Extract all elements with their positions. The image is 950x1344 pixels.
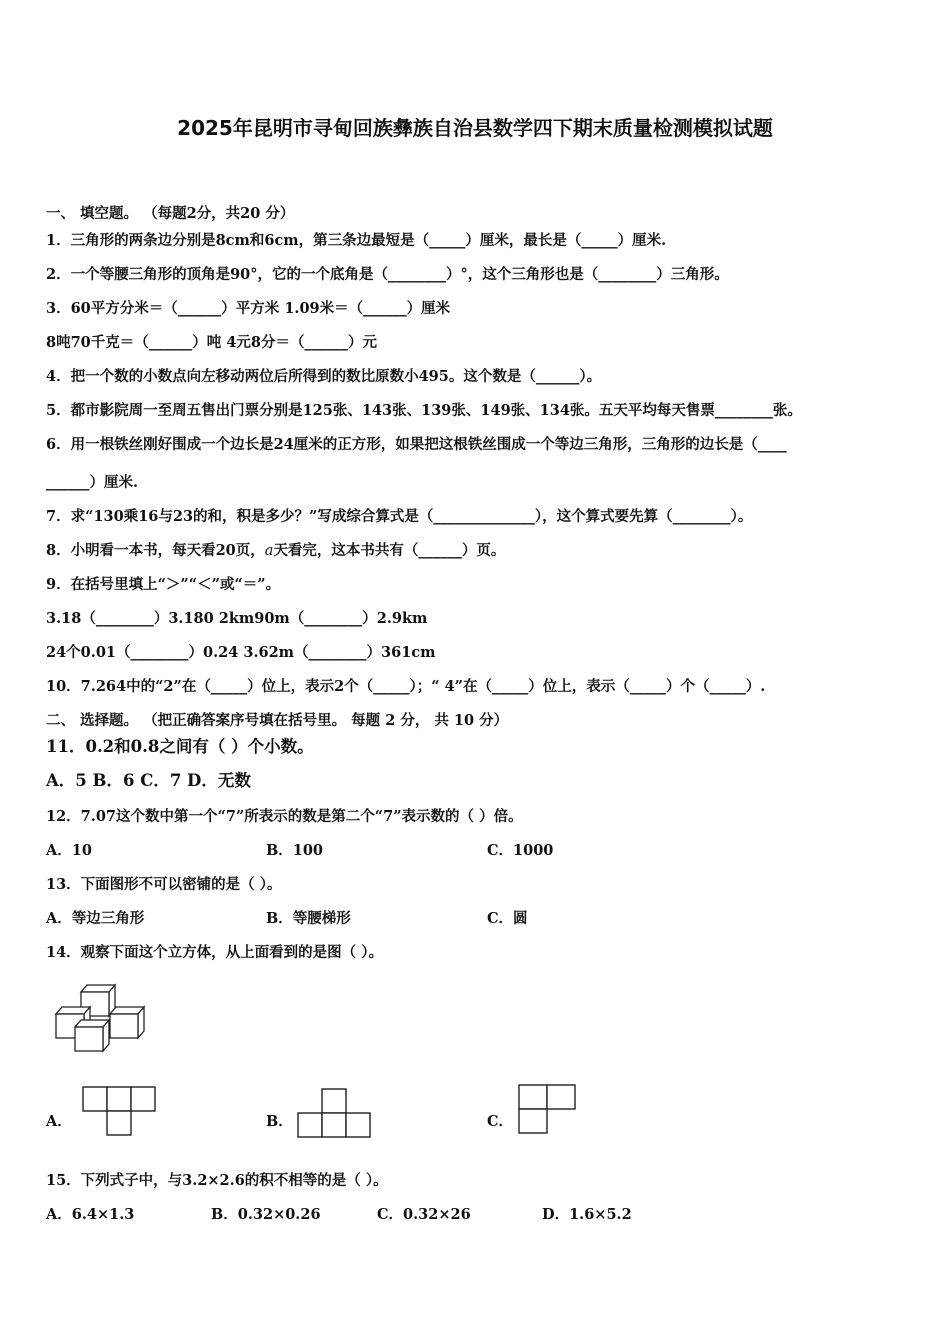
question-12-option-b: B．100 [266,842,324,859]
question-15-option-c: C．0.32×26 [377,1206,471,1223]
question-8-part-2: 天看完，这本书共有（______）页。 [273,542,506,559]
question-9-line-a: 3.18（________）3.180 2km90m（________）2.9km [46,610,428,627]
option-b-top-view-figure [295,1087,375,1139]
cube-stack-figure [50,980,150,1055]
question-4: 4．把一个数的小数点向左移动两位后所得到的数比原数小495。这个数是（______）。 [46,368,602,385]
option-a-top-view-figure [80,1085,160,1137]
question-11-options: A．5 B．6 C．7 D．无数 [46,771,251,790]
question-11: 11．0.2和0.8之间有（ ）个小数。 [46,737,314,756]
question-15: 15．下列式子中，与3.2×2.6的积不相等的是（ ）。 [46,1172,388,1189]
question-14-option-c: C． [487,1113,514,1130]
question-12-option-c: C．1000 [487,842,554,859]
question-15-option-b: B．0.32×0.26 [211,1206,321,1223]
page-title: 2025年昆明市寻甸回族彝族自治县数学四下期末质量检测模拟试题 [177,116,773,140]
question-15-option-a: A．6.4×1.3 [46,1206,135,1223]
question-13: 13．下面图形不可以密铺的是（ ）。 [46,876,282,893]
question-14-option-a: A． [46,1113,72,1130]
question-6-line-1: 6．用一根铁丝刚好围成一个边长是24厘米的正方形，如果把这根铁丝围成一个等边三角形，三角形的边长是（____ [46,436,787,453]
question-13-option-c: C．圆 [487,910,528,927]
question-1: 1．三角形的两条边分别是8cm和6cm，第三条边最短是（_____）厘米，最长是（_____）厘米. [46,232,667,249]
question-14: 14．观察下面这个立方体，从上面看到的是图（ ）。 [46,944,383,961]
question-12-option-a: A．10 [46,842,92,859]
question-13-option-a: A．等边三角形 [46,910,145,927]
question-9: 9．在括号里填上“＞”“＜”或“＝”。 [46,576,281,593]
question-8-part-1: 8．小明看一本书，每天看20页， [46,542,265,559]
section-1-header: 一、 填空题。 （每题2分，共20 分） [46,205,295,222]
question-3-line-1: 3．60平方分米＝（______）平方米 1.09米＝（______）厘米 [46,300,451,317]
question-9-line-b: 24个0.01（________）0.24 3.62m（________）361cm [46,644,436,661]
question-2: 2．一个等腰三角形的顶角是90°，它的一个底角是（________）°，这个三角形也是（________）三角形。 [46,266,729,283]
question-14-option-b: B． [266,1113,293,1130]
question-5: 5．都市影院周一至周五售出门票分别是125张、143张、139张、149张、134张。五天平均每天售票________张。 [46,402,802,419]
question-12: 12．7.07这个数中第一个“7”所表示的数是第二个“7”表示数的（ ）倍。 [46,808,523,825]
question-3-line-2: 8吨70千克＝（______）吨 4元8分＝（______）元 [46,334,377,351]
question-6-line-2: ______）厘米. [46,474,139,491]
section-2-header: 二、 选择题。 （把正确答案序号填在括号里。 每题 2 分， 共 10 分） [46,712,509,729]
option-c-top-view-figure [515,1082,580,1137]
question-8-variable: a [264,543,274,559]
question-7: 7．求“130乘16与23的和，积是多少？”写成综合算式是（______________），这个算式要先算（________）。 [46,508,753,525]
question-10: 10．7.264中的“2”在（_____）位上，表示2个（_____）；“ 4”在（_____）位上，表示（_____）个（_____）. [46,678,766,695]
question-13-option-b: B．等腰梯形 [266,910,351,927]
question-15-option-d: D．1.6×5.2 [542,1206,632,1223]
question-8 [46,539,505,560]
